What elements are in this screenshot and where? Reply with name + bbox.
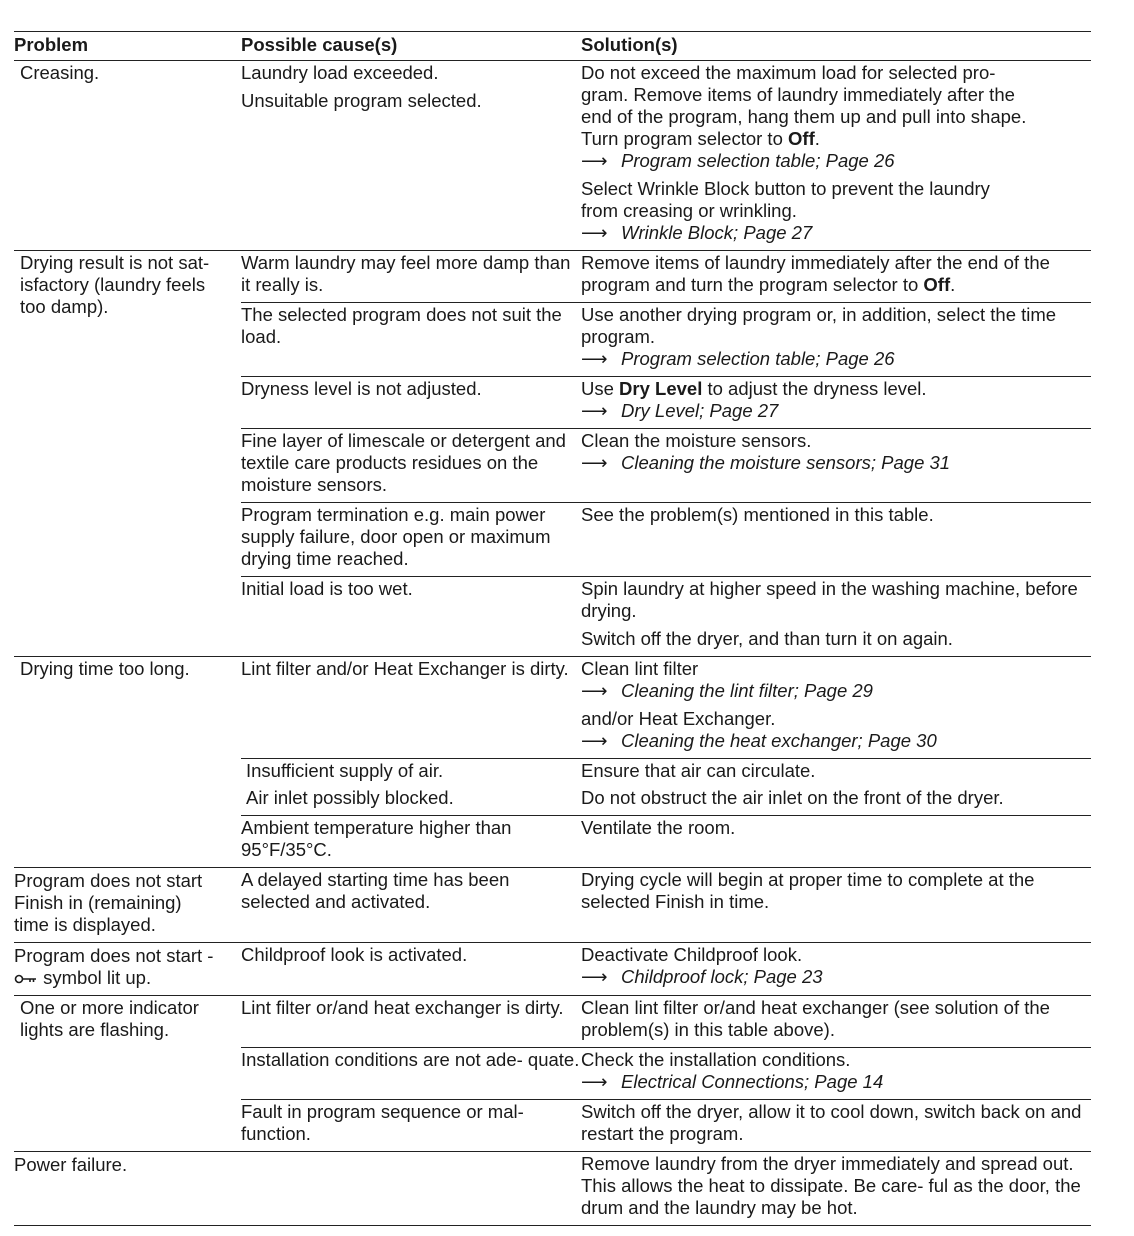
arrow-icon: ⟶ (581, 452, 608, 473)
page-reference: ⟶ Program selection table; Page 26 (581, 348, 895, 369)
solution-text: Remove laundry from the dryer immediately and spread out. This allows the heat to dissipate. Be care- ful as the door, the drum and the laundry may be hot. (581, 1153, 1081, 1218)
solution-text: Switch off the dryer, allow it to cool down, switch back on and restart the program. (581, 1101, 1082, 1144)
problem-cell: Drying time too long. (20, 658, 190, 679)
cause-solution-group (241, 758, 1091, 815)
solution-text: Clean lint filter ⟶ Cleaning the lint filter; Page 29 (581, 658, 1091, 702)
problem-cell: Power failure. (14, 1154, 128, 1175)
table-row (14, 251, 1091, 657)
page-reference: ⟶ Cleaning the lint filter; Page 29 (581, 680, 873, 701)
troubleshooting-table (14, 31, 1091, 1226)
cause-solution-group (241, 576, 1091, 656)
cause-text: A delayed starting time has been selected and activated. (241, 869, 510, 912)
header-problem: Problem (14, 34, 89, 55)
arrow-icon: ⟶ (581, 400, 608, 421)
page-reference: ⟶ Dry Level; Page 27 (581, 400, 779, 421)
problem-cell: Drying result is not sat- isfactory (laundry feels too damp). (20, 252, 210, 317)
solution-text: Spin laundry at higher speed in the washing machine, before drying. (581, 578, 1078, 621)
table-row (14, 657, 1091, 868)
cause-solution-group (241, 1099, 1091, 1151)
solution-text: See the problem(s) mentioned in this table. (581, 504, 934, 525)
cause-text: Fault in program sequence or mal- function. (241, 1101, 524, 1144)
cause-solution-group (241, 428, 1091, 502)
solution-text: Clean lint filter or/and heat exchanger (see solution of the problem(s) in this table above). (581, 997, 1050, 1040)
problem-cell: Creasing. (20, 62, 100, 83)
page-reference: ⟶ Childproof lock; Page 23 (581, 966, 823, 987)
cause-text: The selected program does not suit the load. (241, 304, 562, 347)
page-reference: ⟶ Electrical Connections; Page 14 (581, 1071, 884, 1092)
solution-text: Use another drying program or, in addition, select the time program. (581, 304, 1057, 347)
cause-text: Ambient temperature higher than 95°F/35°C. (241, 817, 512, 860)
solution-text: Check the installation conditions. (581, 1049, 851, 1070)
cause-solution-group (241, 251, 1091, 302)
cause-solution-group (241, 302, 1091, 376)
cause-solution-group (241, 657, 1091, 758)
table-row (14, 61, 1091, 251)
cause-text: Laundry load exceeded. (241, 62, 439, 83)
arrow-icon: ⟶ (581, 150, 608, 171)
cause-text: Dryness level is not adjusted. (241, 378, 482, 399)
cause-text: Lint filter or/and heat exchanger is dirty. (241, 997, 564, 1018)
arrow-icon: ⟶ (581, 348, 608, 369)
problem-cell: Program does not start - symbol lit up. (14, 945, 214, 988)
solution-text: Switch off the dryer, and than turn it on again. (581, 628, 953, 649)
cause-solution-group (241, 996, 1091, 1047)
table-header-row (14, 32, 1091, 61)
solution-text: Do not obstruct the air inlet on the front of the dryer. (581, 787, 1004, 808)
solution-text: Use Dry Level to adjust the dryness level. (581, 378, 927, 399)
solution-text: Remove items of laundry immediately after the end of the program and turn the program selector to Off. (581, 252, 1050, 295)
cause-text: Lint filter and/or Heat Exchanger is dirty. (241, 658, 569, 679)
header-solution: Solution(s) (581, 34, 678, 55)
cause-text: Childproof look is activated. (241, 944, 468, 965)
arrow-icon: ⟶ (581, 730, 608, 751)
cause-solution-group (241, 815, 1091, 867)
cause-solution-group (241, 1152, 1091, 1225)
header-cause: Possible cause(s) (241, 34, 398, 55)
cause-solution-group (241, 1047, 1091, 1099)
arrow-icon: ⟶ (581, 1071, 608, 1092)
cause-solution-group (241, 868, 1091, 919)
table-row (14, 1152, 1091, 1226)
solution-text: and/or Heat Exchanger. ⟶ Cleaning the heat exchanger; Page 30 (581, 708, 1091, 752)
table-row (14, 943, 1091, 996)
table-row (14, 868, 1091, 943)
solution-text: Ventilate the room. (581, 817, 736, 838)
arrow-icon: ⟶ (581, 680, 608, 701)
arrow-icon: ⟶ (581, 966, 608, 987)
cause-solution-group (241, 943, 1091, 994)
cause-text: Fine layer of limescale or detergent and textile care products residues on the moisture sensors. (241, 430, 566, 495)
cause-text: Program termination e.g. main power supply failure, door open or maximum drying time reached. (241, 504, 551, 569)
key-icon (14, 973, 38, 985)
page-reference: ⟶ Program selection table; Page 26 (581, 150, 895, 171)
cause-solution-group (241, 502, 1091, 576)
cause-text: Air inlet possibly blocked. (246, 787, 454, 808)
cause-text: Insufficient supply of air. (246, 760, 444, 781)
cause-text: Warm laundry may feel more damp than it really is. (241, 252, 571, 295)
arrow-icon: ⟶ (581, 222, 608, 243)
problem-cell: Program does not start Finish in (remaining) time is displayed. (14, 870, 203, 935)
page-reference: ⟶ Cleaning the heat exchanger; Page 30 (581, 730, 937, 751)
solution-text: Clean the moisture sensors. (581, 430, 812, 451)
problem-cell: One or more indicator lights are flashing. (20, 997, 199, 1040)
cause-text: Unsuitable program selected. (241, 90, 482, 111)
cause-solution-group (241, 376, 1091, 428)
solution-text: Do not exceed the maximum load for selected pro- gram. Remove items of laundry immediately after the end of the program, hang them up and pull into shape. Turn program selector to Off. ⟶ Program selection table; Page 26 (581, 62, 1091, 172)
cause-text: Initial load is too wet. (241, 578, 413, 599)
solution-text: Deactivate Childproof look. (581, 944, 803, 965)
page-reference: ⟶ Cleaning the moisture sensors; Page 31 (581, 452, 951, 473)
solution-text: Ensure that air can circulate. (581, 760, 816, 781)
cause-text: Installation conditions are not ade- quate. (241, 1049, 580, 1070)
table-row (14, 996, 1091, 1152)
solution-text: Select Wrinkle Block button to prevent the laundry from creasing or wrinkling. ⟶ Wrinkle Block; Page 27 (581, 178, 1091, 244)
solution-text: Drying cycle will begin at proper time to complete at the selected Finish in time. (581, 869, 1035, 912)
page-reference: ⟶ Wrinkle Block; Page 27 (581, 222, 813, 243)
cause-solution-group (241, 61, 1091, 250)
